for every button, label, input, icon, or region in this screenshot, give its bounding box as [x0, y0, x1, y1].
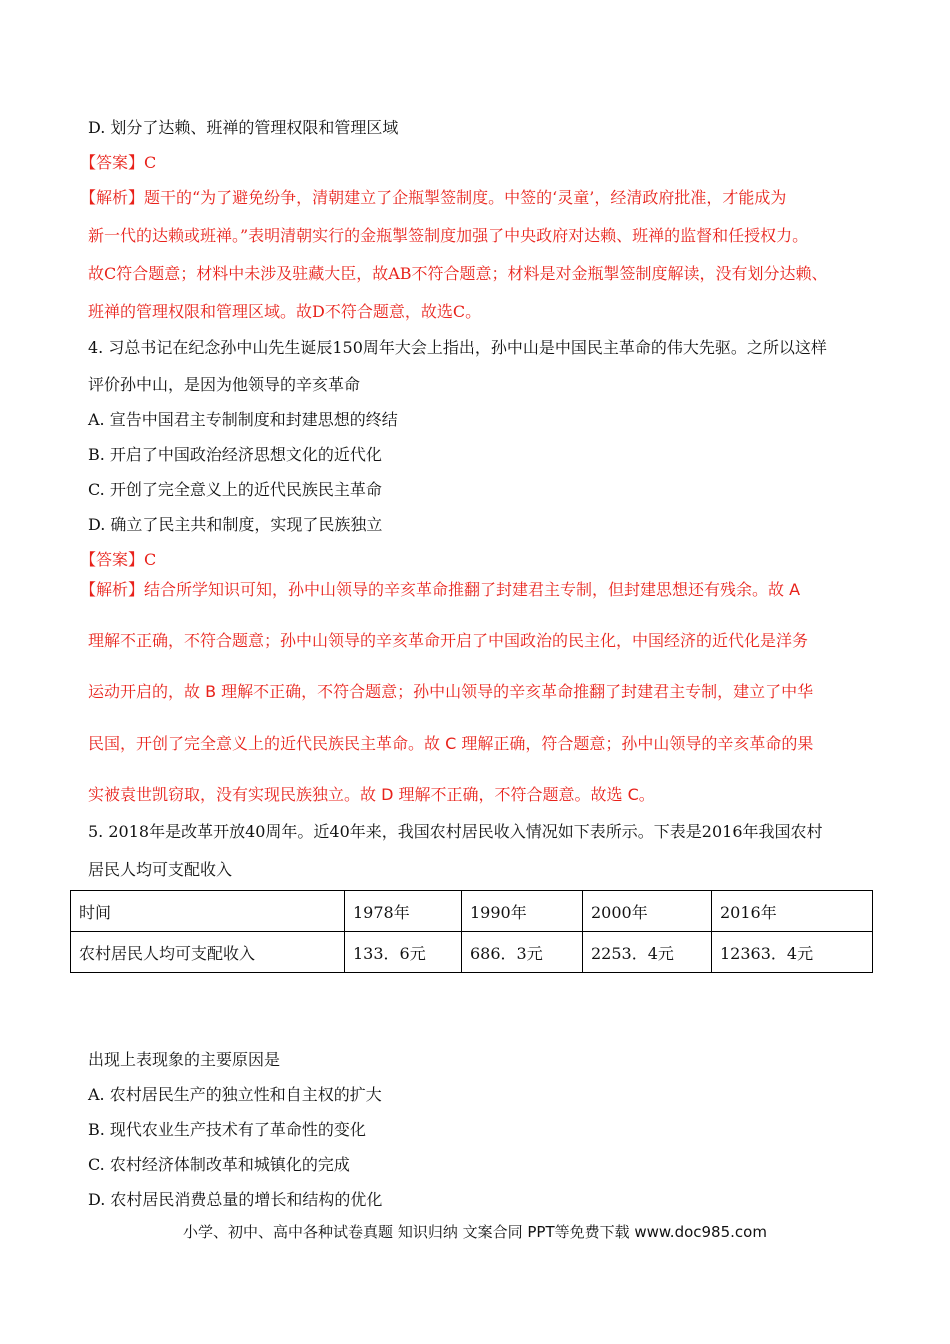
q5-option-d: D. 农村居民消费总量的增长和结构的优化: [88, 1190, 383, 1209]
q4-analysis-line-5: 实被袁世凯窃取，没有实现民族独立。故 D 理解不正确，不符合题意。故选 C。: [88, 785, 655, 804]
q4-option-c: C. 开创了完全意义上的近代民族民主革命: [88, 480, 382, 499]
table-header-row: [71, 891, 873, 932]
q3-answer: 【答案】C: [80, 153, 157, 172]
table-cell: 1978年: [345, 891, 462, 932]
q5-option-b: B. 现代农业生产技术有了革命性的变化: [88, 1120, 366, 1139]
table-cell: 2253．4元: [583, 932, 712, 973]
income-table: [70, 890, 873, 973]
q4-option-d: D. 确立了民主共和制度，实现了民族独立: [88, 515, 383, 534]
q3-option-d: D. 划分了达赖、班禅的管理权限和管理区域: [88, 118, 399, 137]
q3-analysis-line-4: 班禅的管理权限和管理区域。故D不符合题意，故选C。: [88, 302, 482, 321]
table-cell: 1990年: [462, 891, 583, 932]
q4-answer: 【答案】C: [80, 550, 157, 569]
footer-text: 小学、初中、高中各种试卷真题 知识归纳 文案合同 PPT等免费下载 www.doc985.com: [183, 1223, 767, 1241]
table-row: [71, 932, 873, 973]
table-cell: 2000年: [583, 891, 712, 932]
table-cell: 133．6元: [345, 932, 462, 973]
q4-analysis-line-4: 民国，开创了完全意义上的近代民族民主革命。故 C 理解正确，符合题意；孙中山领导的辛亥革命的果: [88, 734, 814, 753]
q5-option-a: A. 农村居民生产的独立性和自主权的扩大: [88, 1085, 382, 1104]
q5-option-c: C. 农村经济体制改革和城镇化的完成: [88, 1155, 350, 1174]
q3-analysis-line-1: 【解析】题干的“为了避免纷争，清朝建立了企瓶掣签制度。中签的‘灵童’，经清政府批准，才能成为: [80, 188, 787, 207]
q5-stem-line-2: 居民人均可支配收入: [88, 860, 233, 879]
q4-analysis-line-1: 【解析】结合所学知识可知，孙中山领导的辛亥革命推翻了封建君主专制，但封建思想还有残余。故 A: [80, 580, 801, 599]
q3-analysis-line-2: 新一代的达赖或班禅。”表明清朝实行的金瓶掣签制度加强了中央政府对达赖、班禅的监督和任授权力。: [88, 226, 809, 245]
q4-option-a: A. 宣告中国君主专制制度和封建思想的终结: [88, 410, 398, 429]
q4-analysis-line-2: 理解不正确，不符合题意；孙中山领导的辛亥革命开启了中国政治的民主化，中国经济的近代化是洋务: [88, 631, 809, 650]
q4-stem-line-1: 4. 习总书记在纪念孙中山先生诞辰150周年大会上指出，孙中山是中国民主革命的伟大先驱。之所以这样: [88, 338, 827, 357]
q4-stem-line-2: 评价孙中山，是因为他领导的辛亥革命: [88, 375, 361, 394]
table-cell: 12363．4元: [712, 932, 873, 973]
q5-question: 出现上表现象的主要原因是: [88, 1050, 281, 1069]
table-cell: 686．3元: [462, 932, 583, 973]
table-cell: 时间: [71, 891, 345, 932]
q4-option-b: B. 开启了中国政治经济思想文化的近代化: [88, 445, 382, 464]
q5-stem-line-1: 5. 2018年是改革开放40周年。近40年来，我国农村居民收入情况如下表所示。下表是2016年我国农村: [88, 822, 823, 841]
q3-analysis-line-3: 故C符合题意；材料中未涉及驻藏大臣，故AB不符合题意；材料是对金瓶掣签制度解读，没有划分达赖、: [88, 264, 828, 283]
table-cell: 2016年: [712, 891, 873, 932]
table-cell: 农村居民人均可支配收入: [71, 932, 345, 973]
q4-analysis-line-3: 运动开启的，故 B 理解不正确，不符合题意；孙中山领导的辛亥革命推翻了封建君主专制，建立了中华: [88, 682, 814, 701]
